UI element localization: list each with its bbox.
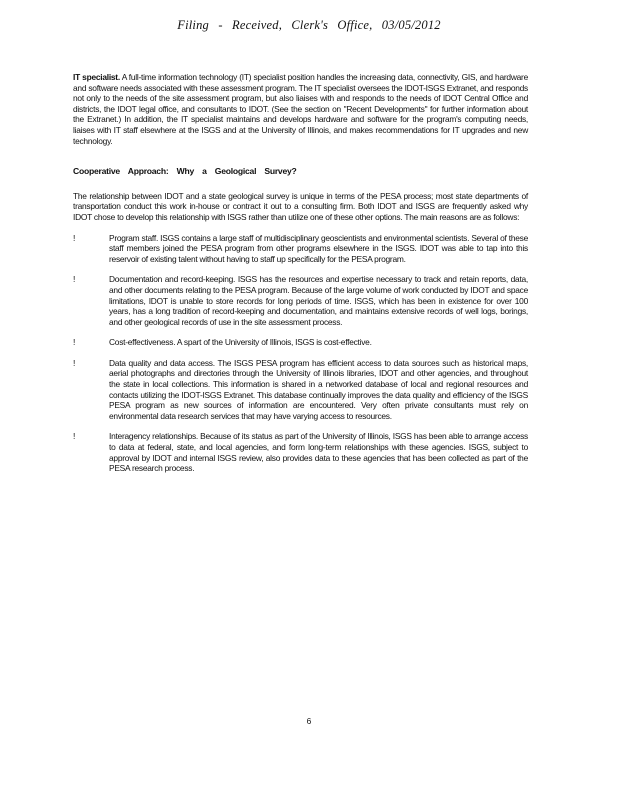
bullet-marker: ! (73, 357, 76, 368)
bullet-text: Interagency relationships. Because of its status as part of the University of Illinois, ISGS has been able to arrange access to data at federal, state, and local agencies, and form long-term relationships with these agencies. ISGS, subject to approval by IDOT and internal ISGS review, also provides data to these agencies that has been collected as part of the PESA research process. (109, 431, 528, 474)
it-specialist-paragraph (73, 72, 528, 146)
bullet-marker: ! (73, 337, 76, 348)
filing-header: Filing - Received, Clerk's Office, 03/05/2012 (177, 18, 441, 32)
bullet-marker: ! (73, 431, 76, 442)
it-specialist-text: A full-time information technology (IT) specialist position handles the increasing data, connectivity, GIS, and hardware and software needs associated with these assessment program. The IT specialist oversees the IDOT-ISGS Extranet, and responds not only to the needs of the site assessment program, but also liaises with and responds to the needs of IDOT Central Office and districts, the IDOT legal office, and consultants to IDOT. (See the section on "Recent Developments" for further information about the Extranet.) In addition, the IT specialist maintains and develops hardware and software for the program's computing needs, liaises with IT staff elsewhere at the ISGS and at the University of Illinois, and makes recommendations for IT upgrades and new technology. (73, 72, 528, 146)
bullet-text: Program staff. ISGS contains a large staff of multidisciplinary geoscientists and environmental scientists. Several of these staff members joined the PESA program from other programs elsewhere in the ISGS. IDOT was able to tap into this reservoir of existing talent without having to staff up specifically for the PESA program. (109, 232, 528, 264)
bullet-interagency (73, 431, 528, 473)
document-body (73, 72, 528, 484)
bullet-cost-effectiveness (73, 337, 528, 348)
bullet-marker: ! (73, 232, 76, 243)
bullet-text: Documentation and record-keeping. ISGS has the resources and expertise necessary to track and retain reports, data, and other documents relating to the PESA program. Because of the large volume of work conducted by IDOT and space limitations, IDOT is unable to store records for long periods of time. ISGS, which has been in existence for over 100 years, has a long tradition of record-keeping and documentation, and maintains extensive records of well logs, borings, and other geological records of use in the site assessment process. (109, 274, 528, 327)
cooperative-approach-heading: Cooperative Approach: Why a Geological Survey? (73, 166, 297, 177)
page-number: 6 (306, 716, 312, 726)
bullet-data-quality (73, 358, 528, 422)
it-specialist-label: IT specialist. (73, 72, 120, 82)
cooperative-intro-paragraph: The relationship between IDOT and a state geological survey is unique in terms of the PESA process; most state departments of transportation conduct this work in-house or contract it out to a consulting firm. Both IDOT and ISGS are frequently asked why IDOT chose to develop this relationship with ISGS rather than utilize one of these other options. The main reasons are as follows: (73, 190, 528, 222)
bullet-program-staff (73, 233, 528, 265)
bullet-marker: ! (73, 274, 76, 285)
bullet-documentation (73, 274, 528, 327)
bullet-text: Cost-effectiveness. A spart of the University of Illinois, ISGS is cost-effective. (109, 337, 372, 348)
bullet-text: Data quality and data access. The ISGS PESA program has efficient access to data sources such as historical maps, aerial photographs and directories through the University of Illinois libraries, IDOT and other agencies, and throughout the state in local collections. This information is shared in a networked database of local and regional resources and contacts utilizing the IDOT-ISGS Extranet. This database continually improves the data quality and efficiency of the ISGS PESA program as new sources of information are encountered. Very often private consultants must rely on environmental data research services that may have varying access to resources. (109, 357, 528, 421)
